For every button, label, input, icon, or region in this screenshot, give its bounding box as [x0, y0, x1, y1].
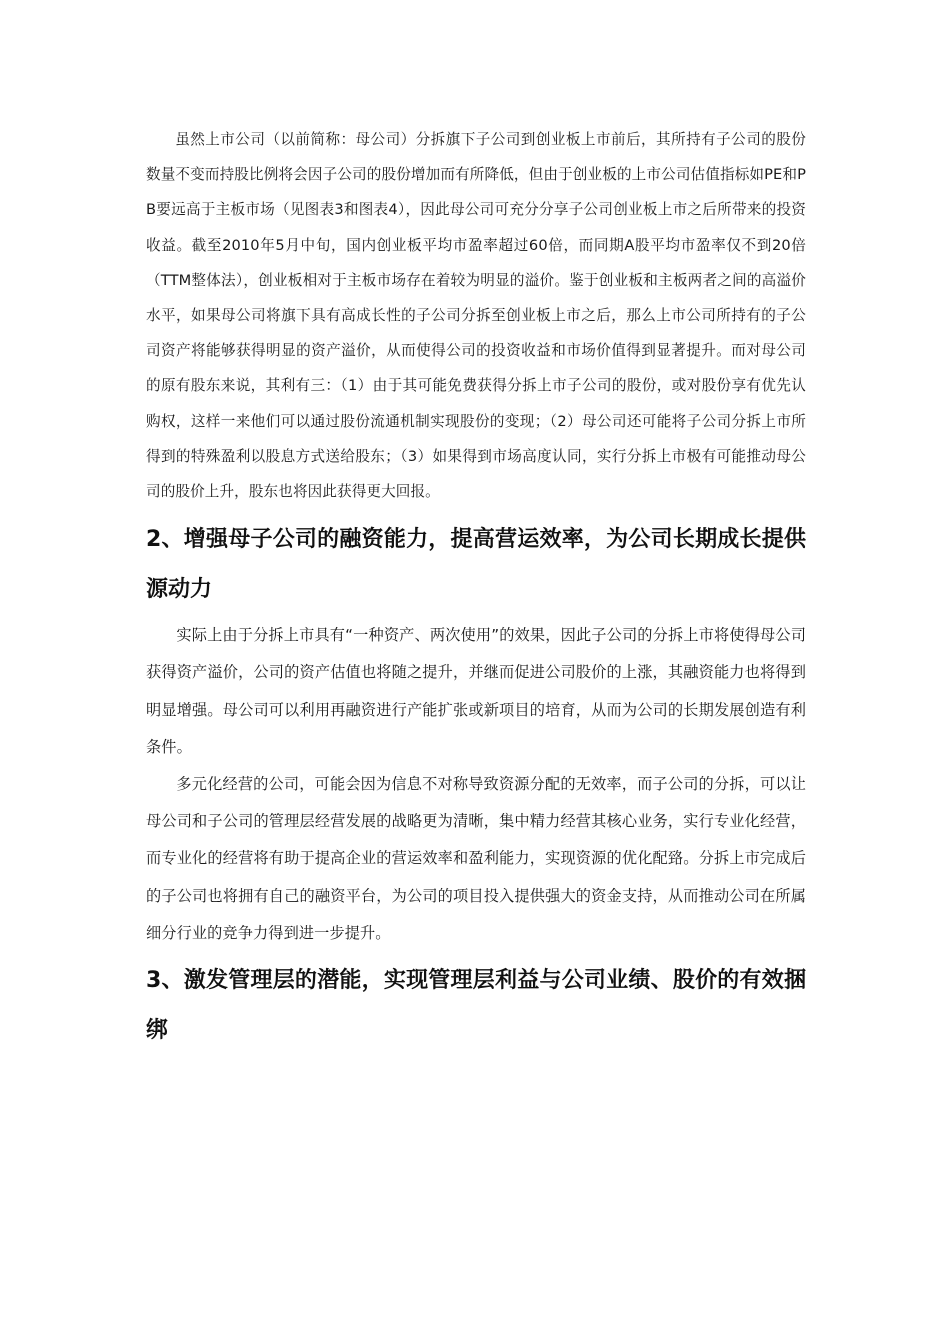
body-paragraph-split-benefits: 虽然上市公司（以前简称：母公司）分拆旗下子公司到创业板上市前后，其所持有子公司的股份数量不变而持股比例将会因子公司的股份增加而有所降低，但由于创业板的上市公司估值指标如PE和PB要远高于主板市场（见图表3和图表4），因此母公司可充分分享子公司创业板上市之后所带来的投资收益。截至2010年5月中旬，国内创业板平均市盈率超过60倍，而同期A股平均市盈率仅不到20倍（TTM整体法），创业板相对于主板市场存在着较为明显的溢价。鉴于创业板和主板两者之间的高溢价水平，如果母公司将旗下具有高成长性的子公司分拆至创业板上市之后，那么上市公司所持有的子公司资产将能够获得明显的资产溢价，从而使得公司的投资收益和市场价值得到显著提升。而对母公司的原有股东来说，其利有三：（1）由于其可能免费获得分拆上市子公司的股份，或对股份享有优先认购权，这样一来他们可以通过股份流通机制实现股份的变现；（2）母公司还可能将子公司分拆上市所得到的特殊盈利以股息方式送给股东；（3）如果得到市场高度认同，实行分拆上市极有可能推动母公司的股价上升，股东也将因此获得更大回报。: [146, 131, 806, 501]
document-page: [146, 122, 806, 1056]
section-heading-management: 3、激发管理层的潜能，实现管理层利益与公司业绩、股价的有效捆绑: [146, 968, 806, 1044]
body-paragraph-asset-premium: 实际上由于分拆上市具有“一种资产、两次使用”的效果，因此子公司的分拆上市将使得母公司获得资产溢价，公司的资产估值也将随之提升，并继而促进公司股价的上涨，其融资能力也将得到明显增强。母公司可以利用再融资进行产能扩张或新项目的培育，从而为公司的长期发展创造有利条件。: [146, 626, 806, 756]
section-heading-financing: 2、增强母子公司的融资能力，提高营运效率，为公司长期成长提供源动力: [146, 527, 806, 603]
body-paragraph-diversified-operations: 多元化经营的公司，可能会因为信息不对称导致资源分配的无效率，而子公司的分拆，可以让母公司和子公司的管理层经营发展的战略更为清晰，集中精力经营其核心业务，实行专业化经营，而专业化的经营将有助于提高企业的营运效率和盈利能力，实现资源的优化配臵。分拆上市完成后的子公司也将拥有自己的融资平台，为公司的项目投入提供强大的资金支持，从而推动公司在所属细分行业的竞争力得到进一步提升。: [146, 775, 806, 942]
